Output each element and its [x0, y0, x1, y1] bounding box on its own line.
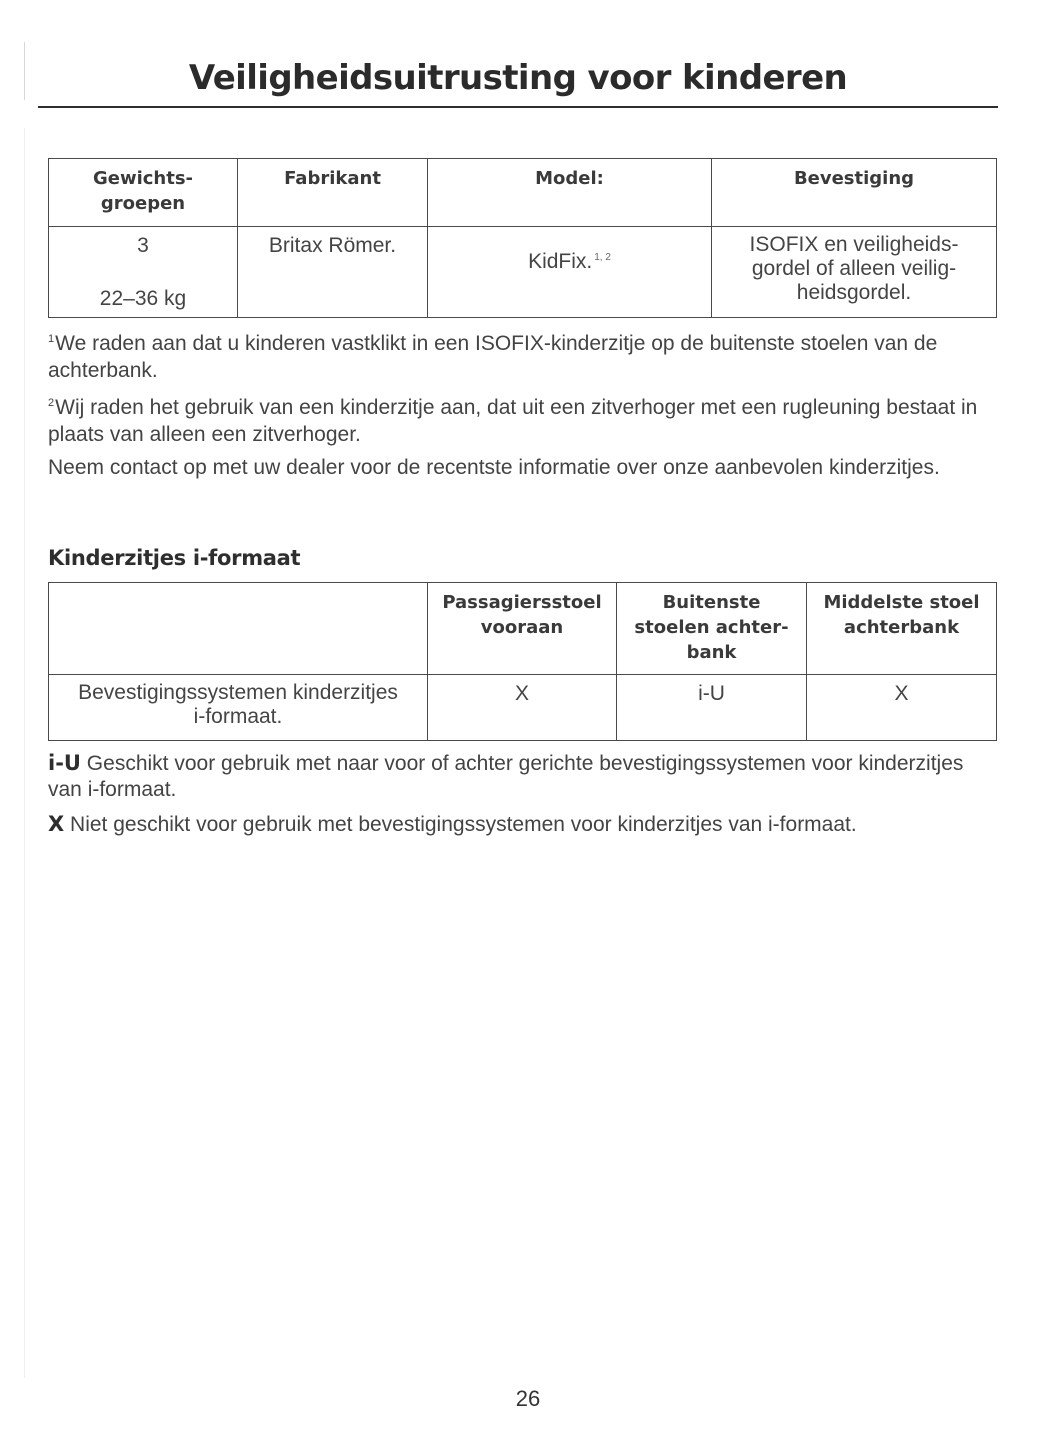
legend-iu-text: Geschikt voor gebruik met naar voor of achter gerichte bevestigingssystemen voor kinderzitjes van i-formaat.: [48, 752, 964, 801]
i-size-table: [48, 582, 997, 741]
header-empty: [49, 583, 428, 675]
weight-group-cell: [49, 227, 238, 318]
group-number: 3: [137, 234, 149, 257]
header-rear-outer: Buitenste stoelen achter- bank: [617, 583, 807, 675]
legend-x-key: X: [48, 812, 65, 836]
manufacturer-cell: Britax Römer.: [238, 227, 428, 318]
page-header: [38, 56, 998, 108]
header-weight-groups: Gewichts- groepen: [49, 159, 238, 227]
page-number: 26: [515, 1386, 541, 1411]
model-cell: [428, 227, 712, 318]
footnote-1-text: We raden aan dat u kinderen vastklikt in een ISOFIX-kinderzitje op de buitenste stoelen van de achterbank.: [48, 332, 938, 382]
rear-middle-value: X: [807, 675, 997, 741]
page-edge-mark: [24, 128, 25, 1378]
table-header-row: [49, 159, 997, 227]
mounting-cell: ISOFIX en veiligheids- gordel of alleen veilig- heidsgordel.: [712, 227, 997, 318]
table-row: [49, 227, 997, 318]
model-footnote-refs: 1, 2: [594, 252, 611, 263]
header-model: Model:: [428, 159, 712, 227]
row-label: Bevestigingssystemen kinderzitjes i-formaat.: [49, 675, 428, 741]
rear-outer-value: i-U: [617, 675, 807, 741]
header-manufacturer: Fabrikant: [238, 159, 428, 227]
weight-range: 22–36 kg: [99, 287, 187, 310]
legend-x-text: Niet geschikt voor gebruik met bevestigingssystemen voor kinderzitjes van i-formaat.: [64, 813, 857, 836]
header-front-passenger: Passagiersstoel vooraan: [428, 583, 617, 675]
footnote-2-mark: 2: [48, 397, 55, 409]
footnote-2: [48, 390, 998, 448]
header-rear-middle: Middelste stoel achterbank: [807, 583, 997, 675]
child-seat-table: [48, 158, 997, 318]
footnote-1: [48, 326, 998, 384]
table-header-row: [49, 583, 997, 675]
table-row: [49, 675, 997, 741]
header-mounting: Bevestiging: [712, 159, 997, 227]
footnote-1-mark: 1: [48, 333, 55, 345]
page-edge-mark: [24, 42, 25, 100]
legend-iu-key: i-U: [48, 751, 81, 775]
title-divider: [38, 106, 998, 108]
dealer-contact-note: Neem contact op met uw dealer voor de recentste informatie over onze aanbevolen kinderzitjes.: [48, 456, 940, 479]
model-name: KidFix.: [528, 250, 593, 273]
legend-x: [48, 811, 998, 838]
front-passenger-value: X: [428, 675, 617, 741]
legend-iu: [48, 750, 998, 803]
page-title: Veiligheidsuitrusting voor kinderen: [188, 58, 848, 98]
section-title: Kinderzitjes i-formaat: [48, 546, 301, 570]
footnote-2-text: Wij raden het gebruik van een kinderzitje aan, dat uit een zitverhoger met een rugleuning bestaat in plaats van alleen een zitverhoger.: [48, 396, 978, 446]
